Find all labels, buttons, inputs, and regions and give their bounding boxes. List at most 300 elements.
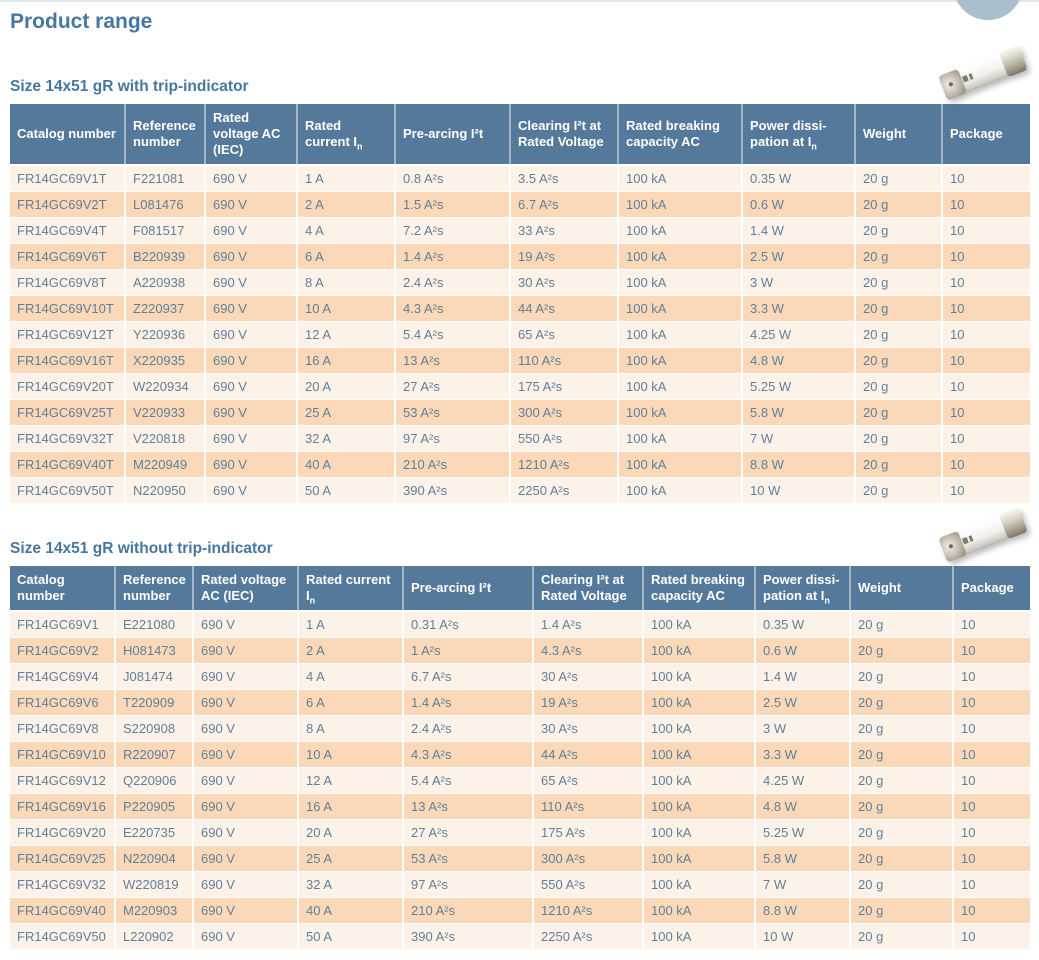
table-row [10,690,1030,716]
cell-power-dissipation: 0.6 W [755,638,850,664]
cell-reference-number: H081473 [115,638,193,664]
cell-rated-current: 10 A [298,742,403,768]
column-header-breaking-capacity: Rated breaking capacity AC [643,566,755,611]
cell-reference-number: F081517 [125,218,205,244]
table-row [10,426,1030,452]
table-row [10,244,1030,270]
cell-pre-arcing-i2t: 4.3 A²s [395,296,510,322]
section-with-trip-indicator [10,78,1030,504]
cell-package: 10 [942,165,1030,192]
cell-pre-arcing-i2t: 5.4 A²s [403,768,533,794]
cell-pre-arcing-i2t: 210 A²s [395,452,510,478]
cell-rated-voltage: 690 V [193,742,298,768]
cell-reference-number: F221081 [125,165,205,192]
cell-weight: 20 g [855,374,942,400]
cell-breaking-capacity: 100 kA [643,611,755,638]
table-row [10,296,1030,322]
cell-pre-arcing-i2t: 13 A²s [395,348,510,374]
cell-clearing-i2t: 65 A²s [533,768,643,794]
column-header-rated-voltage: Rated voltage AC (IEC) [205,104,297,165]
cell-weight: 20 g [850,898,953,924]
cell-package: 10 [953,768,1030,794]
cell-catalog-number: FR14GC69V1T [10,165,125,192]
column-header-reference-number: Reference number [115,566,193,611]
cell-catalog-number: FR14GC69V6T [10,244,125,270]
table-row [10,192,1030,218]
column-header-catalog-number: Catalog number [10,566,115,611]
cell-rated-voltage: 690 V [205,426,297,452]
cell-rated-current: 1 A [297,165,395,192]
cell-power-dissipation: 2.5 W [742,244,855,270]
cell-pre-arcing-i2t: 5.4 A²s [395,322,510,348]
cell-weight: 20 g [855,348,942,374]
cell-power-dissipation: 2.5 W [755,690,850,716]
cell-catalog-number: FR14GC69V12 [10,768,115,794]
cell-catalog-number: FR14GC69V4T [10,218,125,244]
cell-breaking-capacity: 100 kA [643,716,755,742]
cell-rated-voltage: 690 V [205,322,297,348]
cell-reference-number: J081474 [115,664,193,690]
cell-pre-arcing-i2t: 7.2 A²s [395,218,510,244]
cell-clearing-i2t: 44 A²s [510,296,618,322]
cell-rated-voltage: 690 V [205,165,297,192]
header-row [10,566,1030,611]
cell-clearing-i2t: 33 A²s [510,218,618,244]
cell-breaking-capacity: 100 kA [618,296,742,322]
cell-power-dissipation: 5.8 W [742,400,855,426]
cell-reference-number: E220735 [115,820,193,846]
cell-clearing-i2t: 175 A²s [510,374,618,400]
cell-pre-arcing-i2t: 390 A²s [403,924,533,950]
cell-package: 10 [942,244,1030,270]
cell-package: 10 [953,924,1030,950]
cell-rated-current: 40 A [298,898,403,924]
cell-clearing-i2t: 1210 A²s [533,898,643,924]
column-header-package: Package [953,566,1030,611]
cell-weight: 20 g [850,742,953,768]
cell-rated-voltage: 690 V [193,611,298,638]
cell-catalog-number: FR14GC69V8T [10,270,125,296]
cell-power-dissipation: 5.25 W [755,820,850,846]
column-header-power-dissipation: Power dissi-pation at $I_n$ [755,566,850,611]
cell-power-dissipation: 5.25 W [742,374,855,400]
cell-pre-arcing-i2t: 1 A²s [403,638,533,664]
cell-catalog-number: FR14GC69V1 [10,611,115,638]
cell-rated-current: 12 A [297,322,395,348]
table-row [10,400,1030,426]
cell-breaking-capacity: 100 kA [643,742,755,768]
cell-package: 10 [953,846,1030,872]
cell-breaking-capacity: 100 kA [618,348,742,374]
cell-rated-current: 2 A [297,192,395,218]
cell-breaking-capacity: 100 kA [643,690,755,716]
cell-rated-voltage: 690 V [205,478,297,504]
cell-catalog-number: FR14GC69V2T [10,192,125,218]
table-row [10,924,1030,950]
cell-clearing-i2t: 19 A²s [510,244,618,270]
cell-power-dissipation: 3.3 W [755,742,850,768]
cell-breaking-capacity: 100 kA [618,322,742,348]
cell-package: 10 [942,192,1030,218]
cell-rated-voltage: 690 V [193,794,298,820]
cell-weight: 20 g [850,872,953,898]
column-header-catalog-number: Catalog number [10,104,125,165]
cell-rated-voltage: 690 V [205,244,297,270]
cell-weight: 20 g [855,426,942,452]
cell-rated-current: 8 A [297,270,395,296]
table-row [10,846,1030,872]
column-header-weight: Weight [855,104,942,165]
cell-weight: 20 g [850,924,953,950]
table-row [10,270,1030,296]
column-header-package: Package [942,104,1030,165]
cell-clearing-i2t: 44 A²s [533,742,643,768]
cell-weight: 20 g [850,820,953,846]
cell-package: 10 [942,452,1030,478]
cell-package: 10 [953,742,1030,768]
cell-clearing-i2t: 550 A²s [533,872,643,898]
cell-weight: 20 g [850,664,953,690]
section-without-trip-indicator [10,540,1030,950]
cell-reference-number: Q220906 [115,768,193,794]
cell-power-dissipation: 7 W [755,872,850,898]
cell-breaking-capacity: 100 kA [618,426,742,452]
cell-rated-voltage: 690 V [193,716,298,742]
cell-power-dissipation: 4.8 W [742,348,855,374]
cell-weight: 20 g [855,296,942,322]
cell-clearing-i2t: 30 A²s [510,270,618,296]
cell-breaking-capacity: 100 kA [618,165,742,192]
cell-breaking-capacity: 100 kA [618,452,742,478]
cell-catalog-number: FR14GC69V4 [10,664,115,690]
column-header-reference-number: Reference number [125,104,205,165]
cell-rated-voltage: 690 V [193,872,298,898]
cell-clearing-i2t: 550 A²s [510,426,618,452]
cell-breaking-capacity: 100 kA [618,218,742,244]
cell-weight: 20 g [855,218,942,244]
cell-pre-arcing-i2t: 13 A²s [403,794,533,820]
cell-breaking-capacity: 100 kA [643,872,755,898]
cell-weight: 20 g [855,244,942,270]
cell-reference-number: M220949 [125,452,205,478]
cell-package: 10 [942,218,1030,244]
cell-catalog-number: FR14GC69V10 [10,742,115,768]
cell-power-dissipation: 1.4 W [755,664,850,690]
cell-power-dissipation: 4.25 W [742,322,855,348]
table-row [10,820,1030,846]
cell-rated-current: 6 A [298,690,403,716]
cell-rated-voltage: 690 V [193,638,298,664]
cell-reference-number: T220909 [115,690,193,716]
cell-breaking-capacity: 100 kA [618,400,742,426]
cell-reference-number: W220934 [125,374,205,400]
cell-package: 10 [953,611,1030,638]
cell-power-dissipation: 4.25 W [755,768,850,794]
cell-catalog-number: FR14GC69V20 [10,820,115,846]
table-row [10,322,1030,348]
cell-pre-arcing-i2t: 4.3 A²s [403,742,533,768]
section-title: Size 14x51 gR with trip-indicator [10,78,249,95]
table-row [10,374,1030,400]
cell-clearing-i2t: 1210 A²s [510,452,618,478]
table-row [10,768,1030,794]
cell-breaking-capacity: 100 kA [643,820,755,846]
cell-catalog-number: FR14GC69V16T [10,348,125,374]
cell-pre-arcing-i2t: 1.4 A²s [395,244,510,270]
cell-reference-number: M220903 [115,898,193,924]
cell-rated-current: 25 A [298,846,403,872]
cell-power-dissipation: 0.35 W [742,165,855,192]
cell-pre-arcing-i2t: 2.4 A²s [395,270,510,296]
cell-rated-voltage: 690 V [205,296,297,322]
cell-power-dissipation: 10 W [742,478,855,504]
cell-clearing-i2t: 2250 A²s [510,478,618,504]
cell-breaking-capacity: 100 kA [643,924,755,950]
cell-package: 10 [942,270,1030,296]
cell-catalog-number: FR14GC69V50T [10,478,125,504]
table-row [10,611,1030,638]
cell-weight: 20 g [855,322,942,348]
cell-reference-number: Z220937 [125,296,205,322]
table-row [10,165,1030,192]
cell-pre-arcing-i2t: 53 A²s [403,846,533,872]
cell-rated-voltage: 690 V [193,664,298,690]
cell-catalog-number: FR14GC69V16 [10,794,115,820]
product-table-with-trip-indicator [10,104,1030,504]
cell-clearing-i2t: 30 A²s [533,716,643,742]
cell-pre-arcing-i2t: 210 A²s [403,898,533,924]
cell-package: 10 [953,898,1030,924]
cell-package: 10 [942,348,1030,374]
cell-rated-current: 40 A [297,452,395,478]
cell-clearing-i2t: 300 A²s [533,846,643,872]
cell-weight: 20 g [850,846,953,872]
cell-rated-voltage: 690 V [193,768,298,794]
cell-clearing-i2t: 110 A²s [533,794,643,820]
cell-clearing-i2t: 30 A²s [533,664,643,690]
cell-clearing-i2t: 65 A²s [510,322,618,348]
cell-reference-number: Y220936 [125,322,205,348]
cell-breaking-capacity: 100 kA [618,244,742,270]
cell-rated-voltage: 690 V [205,348,297,374]
column-header-pre-arcing-i2t: Pre-arcing I²t [403,566,533,611]
cell-pre-arcing-i2t: 1.5 A²s [395,192,510,218]
cell-reference-number: X220935 [125,348,205,374]
cell-weight: 20 g [850,794,953,820]
cell-reference-number: P220905 [115,794,193,820]
cell-reference-number: R220907 [115,742,193,768]
cell-rated-current: 50 A [298,924,403,950]
cell-catalog-number: FR14GC69V6 [10,690,115,716]
cell-power-dissipation: 0.6 W [742,192,855,218]
cell-rated-voltage: 690 V [193,846,298,872]
table-row [10,664,1030,690]
cell-catalog-number: FR14GC69V32 [10,872,115,898]
column-header-clearing-i2t: Clearing I²t at Rated Voltage [533,566,643,611]
column-header-pre-arcing-i2t: Pre-arcing I²t [395,104,510,165]
cell-power-dissipation: 10 W [755,924,850,950]
cell-weight: 20 g [855,270,942,296]
cell-clearing-i2t: 4.3 A²s [533,638,643,664]
cell-rated-voltage: 690 V [193,820,298,846]
cell-catalog-number: FR14GC69V25T [10,400,125,426]
header-row [10,104,1030,165]
cell-rated-current: 16 A [298,794,403,820]
cell-reference-number: V220818 [125,426,205,452]
cell-rated-current: 16 A [297,348,395,374]
page-corner-circle [953,0,1023,20]
cell-reference-number: A220938 [125,270,205,296]
cell-pre-arcing-i2t: 97 A²s [403,872,533,898]
cell-package: 10 [953,690,1030,716]
cell-breaking-capacity: 100 kA [643,846,755,872]
cell-package: 10 [953,664,1030,690]
cell-rated-voltage: 690 V [193,898,298,924]
cell-pre-arcing-i2t: 390 A²s [395,478,510,504]
cell-reference-number: N220950 [125,478,205,504]
cell-weight: 20 g [850,638,953,664]
table-row [10,638,1030,664]
cell-clearing-i2t: 6.7 A²s [510,192,618,218]
cell-catalog-number: FR14GC69V40T [10,452,125,478]
table-row [10,898,1030,924]
cell-rated-voltage: 690 V [205,218,297,244]
cell-power-dissipation: 7 W [742,426,855,452]
cell-weight: 20 g [855,192,942,218]
cell-breaking-capacity: 100 kA [618,192,742,218]
table-row [10,872,1030,898]
cell-package: 10 [942,322,1030,348]
cell-catalog-number: FR14GC69V25 [10,846,115,872]
cell-pre-arcing-i2t: 6.7 A²s [403,664,533,690]
table-row [10,218,1030,244]
cell-rated-current: 8 A [298,716,403,742]
cell-pre-arcing-i2t: 27 A²s [395,374,510,400]
cell-pre-arcing-i2t: 2.4 A²s [403,716,533,742]
cell-package: 10 [942,478,1030,504]
cell-breaking-capacity: 100 kA [643,898,755,924]
cell-power-dissipation: 1.4 W [742,218,855,244]
top-rule [0,0,1039,2]
cell-rated-voltage: 690 V [205,192,297,218]
section-title: Size 14x51 gR without trip-indicator [10,540,273,557]
cell-rated-current: 1 A [298,611,403,638]
cell-catalog-number: FR14GC69V2 [10,638,115,664]
cell-weight: 20 g [850,768,953,794]
cell-clearing-i2t: 3.5 A²s [510,165,618,192]
cell-package: 10 [953,794,1030,820]
cell-catalog-number: FR14GC69V40 [10,898,115,924]
cell-rated-current: 2 A [298,638,403,664]
cell-pre-arcing-i2t: 97 A²s [395,426,510,452]
cell-pre-arcing-i2t: 1.4 A²s [403,690,533,716]
cell-clearing-i2t: 110 A²s [510,348,618,374]
cell-breaking-capacity: 100 kA [618,374,742,400]
cell-power-dissipation: 4.8 W [755,794,850,820]
cell-weight: 20 g [850,716,953,742]
cell-reference-number: L220902 [115,924,193,950]
cell-rated-current: 12 A [298,768,403,794]
cell-catalog-number: FR14GC69V20T [10,374,125,400]
cell-reference-number: V220933 [125,400,205,426]
cell-package: 10 [953,820,1030,846]
cell-weight: 20 g [850,690,953,716]
cell-rated-voltage: 690 V [205,400,297,426]
cell-clearing-i2t: 175 A²s [533,820,643,846]
product-table-without-trip-indicator [10,566,1030,950]
cell-catalog-number: FR14GC69V32T [10,426,125,452]
cell-catalog-number: FR14GC69V12T [10,322,125,348]
cell-package: 10 [942,426,1030,452]
cell-rated-current: 10 A [297,296,395,322]
cell-rated-current: 20 A [297,374,395,400]
cell-rated-voltage: 690 V [193,924,298,950]
cell-catalog-number: FR14GC69V50 [10,924,115,950]
cell-catalog-number: FR14GC69V8 [10,716,115,742]
cell-reference-number: W220819 [115,872,193,898]
cell-weight: 20 g [855,165,942,192]
cell-power-dissipation: 3 W [755,716,850,742]
column-header-power-dissipation: Power dissi-pation at $I_n$ [742,104,855,165]
column-header-weight: Weight [850,566,953,611]
cell-weight: 20 g [855,478,942,504]
column-header-rated-current: Rated current $I_n$ [297,104,395,165]
cell-rated-current: 6 A [297,244,395,270]
table-row [10,478,1030,504]
cell-power-dissipation: 3 W [742,270,855,296]
cell-power-dissipation: 0.35 W [755,611,850,638]
cell-power-dissipation: 8.8 W [742,452,855,478]
cell-rated-voltage: 690 V [205,452,297,478]
cell-rated-current: 32 A [298,872,403,898]
cell-rated-voltage: 690 V [193,690,298,716]
cell-pre-arcing-i2t: 53 A²s [395,400,510,426]
cell-pre-arcing-i2t: 27 A²s [403,820,533,846]
table-row [10,348,1030,374]
cell-reference-number: B220939 [125,244,205,270]
column-header-breaking-capacity: Rated breaking capacity AC [618,104,742,165]
cell-rated-current: 4 A [298,664,403,690]
cell-package: 10 [953,716,1030,742]
column-header-rated-voltage: Rated voltage AC (IEC) [193,566,298,611]
cell-reference-number: N220904 [115,846,193,872]
cell-clearing-i2t: 19 A²s [533,690,643,716]
cell-package: 10 [942,296,1030,322]
cell-reference-number: E221080 [115,611,193,638]
cell-weight: 20 g [855,400,942,426]
cell-clearing-i2t: 300 A²s [510,400,618,426]
cell-package: 10 [953,638,1030,664]
table-row [10,794,1030,820]
cell-breaking-capacity: 100 kA [643,664,755,690]
cell-rated-voltage: 690 V [205,374,297,400]
cell-clearing-i2t: 1.4 A²s [533,611,643,638]
cell-rated-current: 25 A [297,400,395,426]
cell-package: 10 [942,374,1030,400]
cell-power-dissipation: 8.8 W [755,898,850,924]
cell-weight: 20 g [850,611,953,638]
cell-power-dissipation: 3.3 W [742,296,855,322]
table-row [10,716,1030,742]
cell-breaking-capacity: 100 kA [643,768,755,794]
cell-breaking-capacity: 100 kA [643,638,755,664]
cell-rated-current: 32 A [297,426,395,452]
cell-rated-current: 4 A [297,218,395,244]
column-header-clearing-i2t: Clearing I²t at Rated Voltage [510,104,618,165]
cell-breaking-capacity: 100 kA [618,270,742,296]
cell-pre-arcing-i2t: 0.8 A²s [395,165,510,192]
cell-pre-arcing-i2t: 0.31 A²s [403,611,533,638]
